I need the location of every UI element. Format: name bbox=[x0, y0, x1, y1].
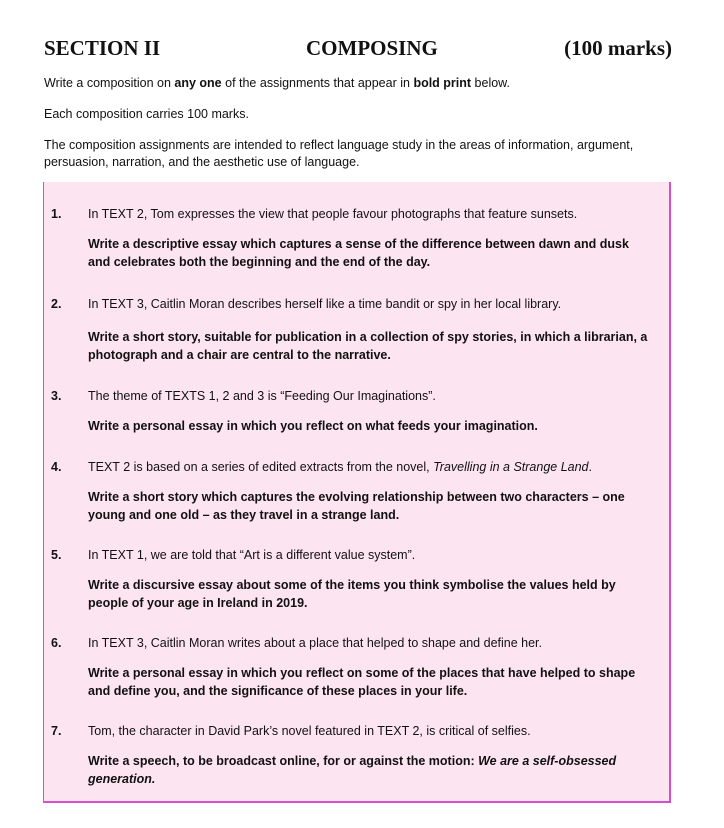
assignment-number: 6. bbox=[51, 636, 62, 650]
section-title: COMPOSING bbox=[306, 36, 438, 60]
assignment-task: Write a personal essay in which you reflect on some of the places that have helped to shape and define you, and the significance of these places in your life. bbox=[88, 666, 636, 698]
assignment-number: 7. bbox=[51, 724, 62, 738]
assignment-task: Write a descriptive essay which captures a sense of the difference between dawn and dusk and celebrates both the beginning and the end of the day. bbox=[88, 237, 629, 269]
instruction-line-1: Write a composition on any one of the assignments that appear in bold print below. bbox=[44, 76, 510, 90]
section-marks: (100 marks) bbox=[564, 36, 672, 60]
assignment-number: 5. bbox=[51, 548, 62, 562]
novel-title: Travelling in a Strange Land bbox=[433, 460, 589, 474]
assignment-prompt: Tom, the character in David Park’s novel featured in TEXT 2, is critical of selfies. bbox=[88, 724, 531, 738]
assignment-number: 4. bbox=[51, 460, 62, 474]
assignment-prompt: The theme of TEXTS 1, 2 and 3 is “Feeding Our Imaginations”. bbox=[88, 389, 436, 403]
instruction-line-2: Each composition carries 100 marks. bbox=[44, 107, 249, 121]
assignment-task: Write a discursive essay about some of the items you think symbolise the values held by people of your age in Ireland in 2019. bbox=[88, 578, 616, 610]
assignment-task: Write a short story, suitable for publication in a collection of spy stories, in which a librarian, a photograph and a chair are central to the narrative. bbox=[88, 330, 648, 362]
assignment-prompt: In TEXT 2, Tom expresses the view that people favour photographs that feature sunsets. bbox=[88, 207, 578, 221]
assignment-number: 2. bbox=[51, 297, 62, 311]
assignments-box bbox=[43, 182, 671, 803]
assignment-task: Write a short story which captures the evolving relationship between two characters – one young and one old – as they travel in a strange land. bbox=[88, 490, 625, 522]
motion-text: We are a self-obsessed generation. bbox=[88, 754, 617, 786]
assignment-number: 3. bbox=[51, 389, 62, 403]
assignment-task: Write a speech, to be broadcast online, for or against the motion: We are a self-obsessed generation. bbox=[88, 754, 617, 786]
assignment-prompt: TEXT 2 is based on a series of edited extracts from the novel, Travelling in a Strange Land. bbox=[88, 460, 592, 474]
assignment-number: 1. bbox=[51, 207, 62, 221]
section-heading bbox=[44, 36, 672, 64]
assignment-prompt: In TEXT 1, we are told that “Art is a different value system”. bbox=[88, 548, 416, 562]
assignment-task: Write a personal essay in which you reflect on what feeds your imagination. bbox=[88, 419, 538, 433]
section-label: SECTION II bbox=[44, 36, 161, 60]
instruction-line-3: The composition assignments are intended to reflect language study in the areas of information, argument, persuasion, narration, and the aesthetic use of language. bbox=[44, 138, 634, 169]
assignment-prompt: In TEXT 3, Caitlin Moran writes about a place that helped to shape and define her. bbox=[88, 636, 542, 650]
assignment-prompt: In TEXT 3, Caitlin Moran describes herself like a time bandit or spy in her local library. bbox=[88, 297, 562, 311]
